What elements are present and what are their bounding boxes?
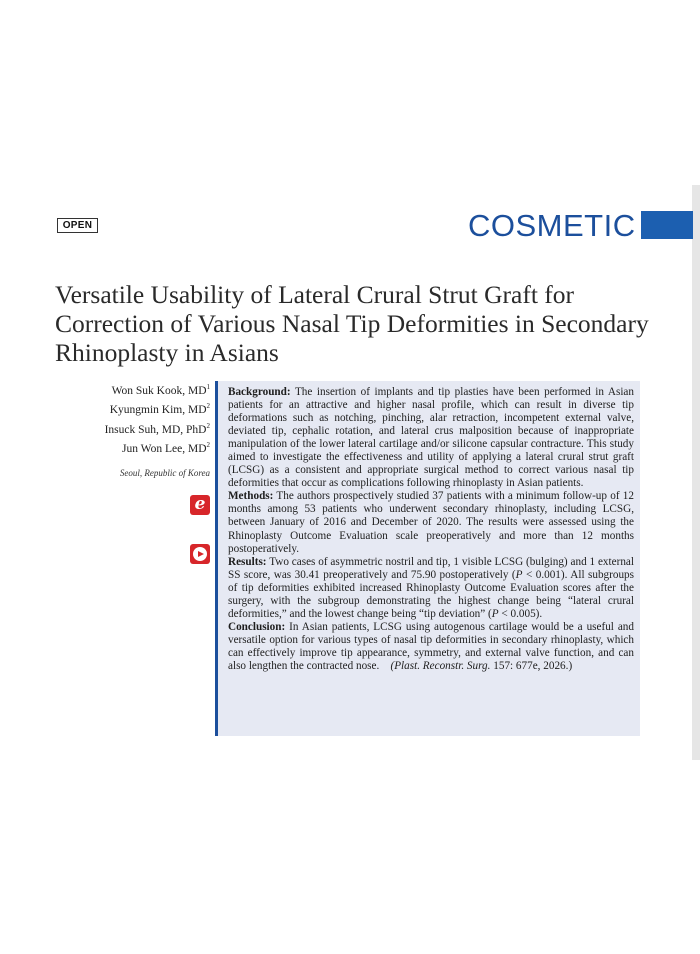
article-title: Versatile Usability of Lateral Crural Strut Graft for Correction of Various Nasal Tip Deformities in Secondary Rhinoplasty in Asians <box>55 280 649 367</box>
abstract-conclusion: Conclusion: In Asian patients, LCSG using autogenous cartilage would be a useful and versatile option for various types of nasal tip deformities in secondary rhinoplasty, which can effectively improve tip appearance, symmetry, and external valve function, and can also lengthen the contracted nose. (Plast. Reconstr. Surg. 157: 677e, 2026.) <box>228 620 634 672</box>
affiliation: Seoul, Republic of Korea <box>119 468 210 479</box>
abstract-methods: Methods: The authors prospectively studied 37 patients with a minimum follow-up of 12 months among 53 patients who underwent secondary rhinoplasty, including LCSG, between January of 2016 and December of 2020. The results were assessed using the Rhinoplasty Outcome Evaluation scale preoperatively and more than 12 months postoperatively. <box>228 490 634 555</box>
author: Insuck Suh, MD, PhD$^2$ <box>104 421 210 436</box>
open-access-badge: OPEN <box>57 218 98 233</box>
author-list <box>60 380 210 480</box>
section-color-bar <box>641 211 693 239</box>
page-edge <box>692 185 700 760</box>
author: Won Suk Kook, $MD^1$ <box>111 383 210 397</box>
abstract-box <box>215 381 640 736</box>
e-supplement-icon[interactable]: e <box>190 495 210 515</box>
author: Jun Won Lee, $MD^2$ <box>122 440 210 455</box>
citation-journal: (Plast. Reconstr. Surg. <box>390 659 491 672</box>
author: Kyungmin Kim, $MD^2$ <box>109 402 210 417</box>
section-label: COSMETIC <box>468 208 636 243</box>
abstract-results: Results: Two cases of asymmetric nostril and tip, 1 visible LCSG (bulging) and 1 external SS score, was 30.41 preoperatively and 75.90 postoperatively (P < 0.001). All subgroups of tip deformities exhibited increased Rhinoplasty Outcome Evaluation scores after the surgery, with the subgroup demonstrating the highest change being “lateral crural deformities,” and the lowest change being “tip deviation” (P < 0.005). <box>228 555 634 620</box>
citation-rest: 157: 677e, 2026.) <box>490 659 573 672</box>
abstract-background: Background: The insertion of implants and tip plasties have been performed in Asian patients for an attractive and higher nasal profile, which can result in diverse tip deformations such as notching, pinching, alar retraction, incompetent external valve, deviated tip, cephalic rotation, and lateral crus malposition because of inappropriate manipulation of the lower lateral cartilage and/or silicone capsular contracture. This study aimed to investigate the effectiveness and utility of applying a lateral crural strut graft (LCSG) as a consistent and appropriate surgical method to correct various nasal tip deformities that occur as complications following rhinoplasty in Asian patients. <box>228 386 634 490</box>
video-play-icon[interactable] <box>190 544 210 564</box>
